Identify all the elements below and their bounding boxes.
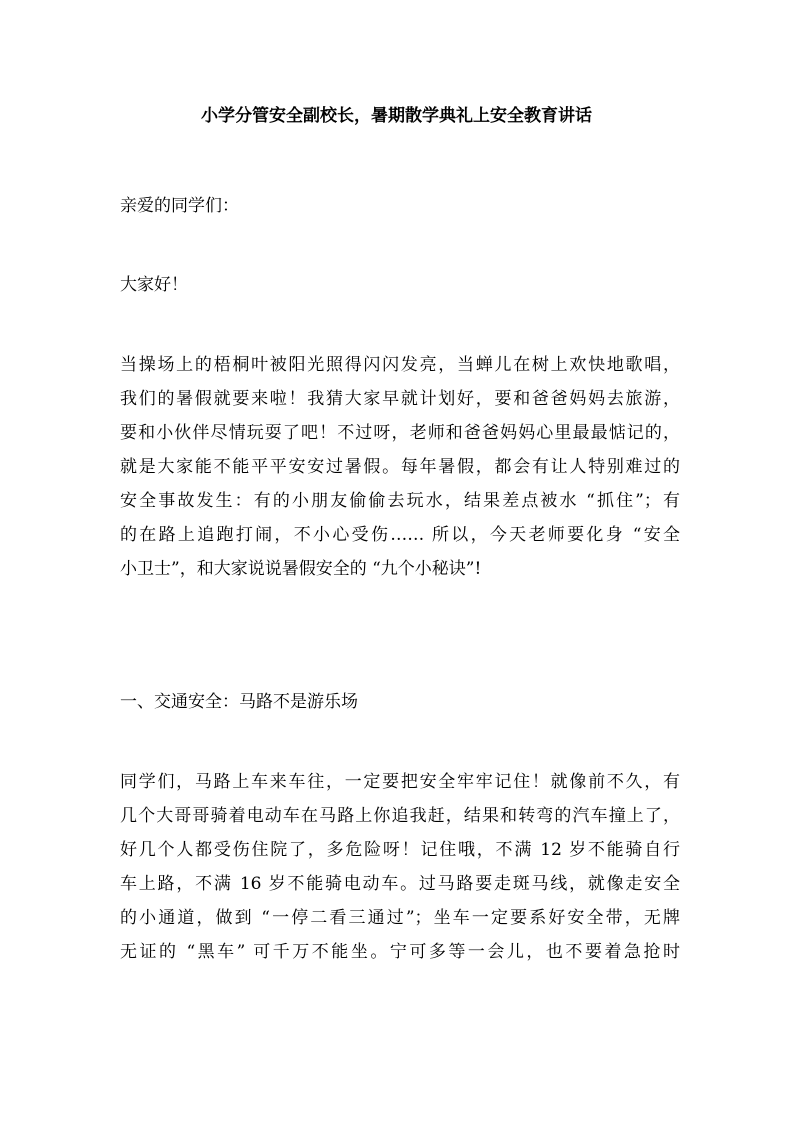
traffic-line: 几个大哥哥骑着电动车在马路上你追我赶，结果和转弯的汽车撞上了， [120,806,680,826]
traffic-line: 的小通道，做到 “一停二看三通过”；坐车一定要系好安全带，无牌 [120,908,680,928]
traffic-paragraph [120,765,680,969]
traffic-line: 无证的 “黑车” 可千万不能坐。宁可多等一会儿，也不要着急抢时 [120,942,680,962]
traffic-line: 同学们，马路上车来车往，一定要把安全牢牢记住！就像前不久，有 [120,772,680,792]
intro-line: 的在路上追跑打闹，不小心受伤…… 所以，今天老师要化身 “安全 [120,525,680,545]
greeting: 大家好！ [120,275,188,295]
intro-paragraph [120,348,680,586]
intro-line: 我们的暑假就要来啦！我猜大家早就计划好，要和爸爸妈妈去旅游， [120,389,680,409]
intro-line: 小卫士”，和大家说说暑假安全的 “九个小秘诀”! [120,559,482,579]
intro-line: 就是大家能不能平平安安过暑假。每年暑假，都会有让人特别难过的 [120,457,680,477]
traffic-line: 好几个人都受伤住院了，多危险呀！记住哦，不满 12 岁不能骑自行 [120,840,680,860]
document-title: 小学分管安全副校长，暑期散学典礼上安全教育讲话 [201,106,592,126]
intro-line: 要和小伙伴尽情玩耍了吧！不过呀，老师和爸爸妈妈心里最最惦记的， [120,423,680,443]
salutation: 亲爱的同学们： [120,196,239,216]
traffic-line: 车上路，不满 16 岁不能骑电动车。过马路要走斑马线，就像走安全 [120,874,680,894]
section-heading-traffic: 一、交通安全：马路不是游乐场 [120,692,358,712]
intro-line: 当操场上的梧桐叶被阳光照得闪闪发亮，当蝉儿在树上欢快地歌唱， [120,355,680,375]
intro-line: 安全事故发生：有的小朋友偷偷去玩水，结果差点被水 “抓住”；有 [120,491,680,511]
